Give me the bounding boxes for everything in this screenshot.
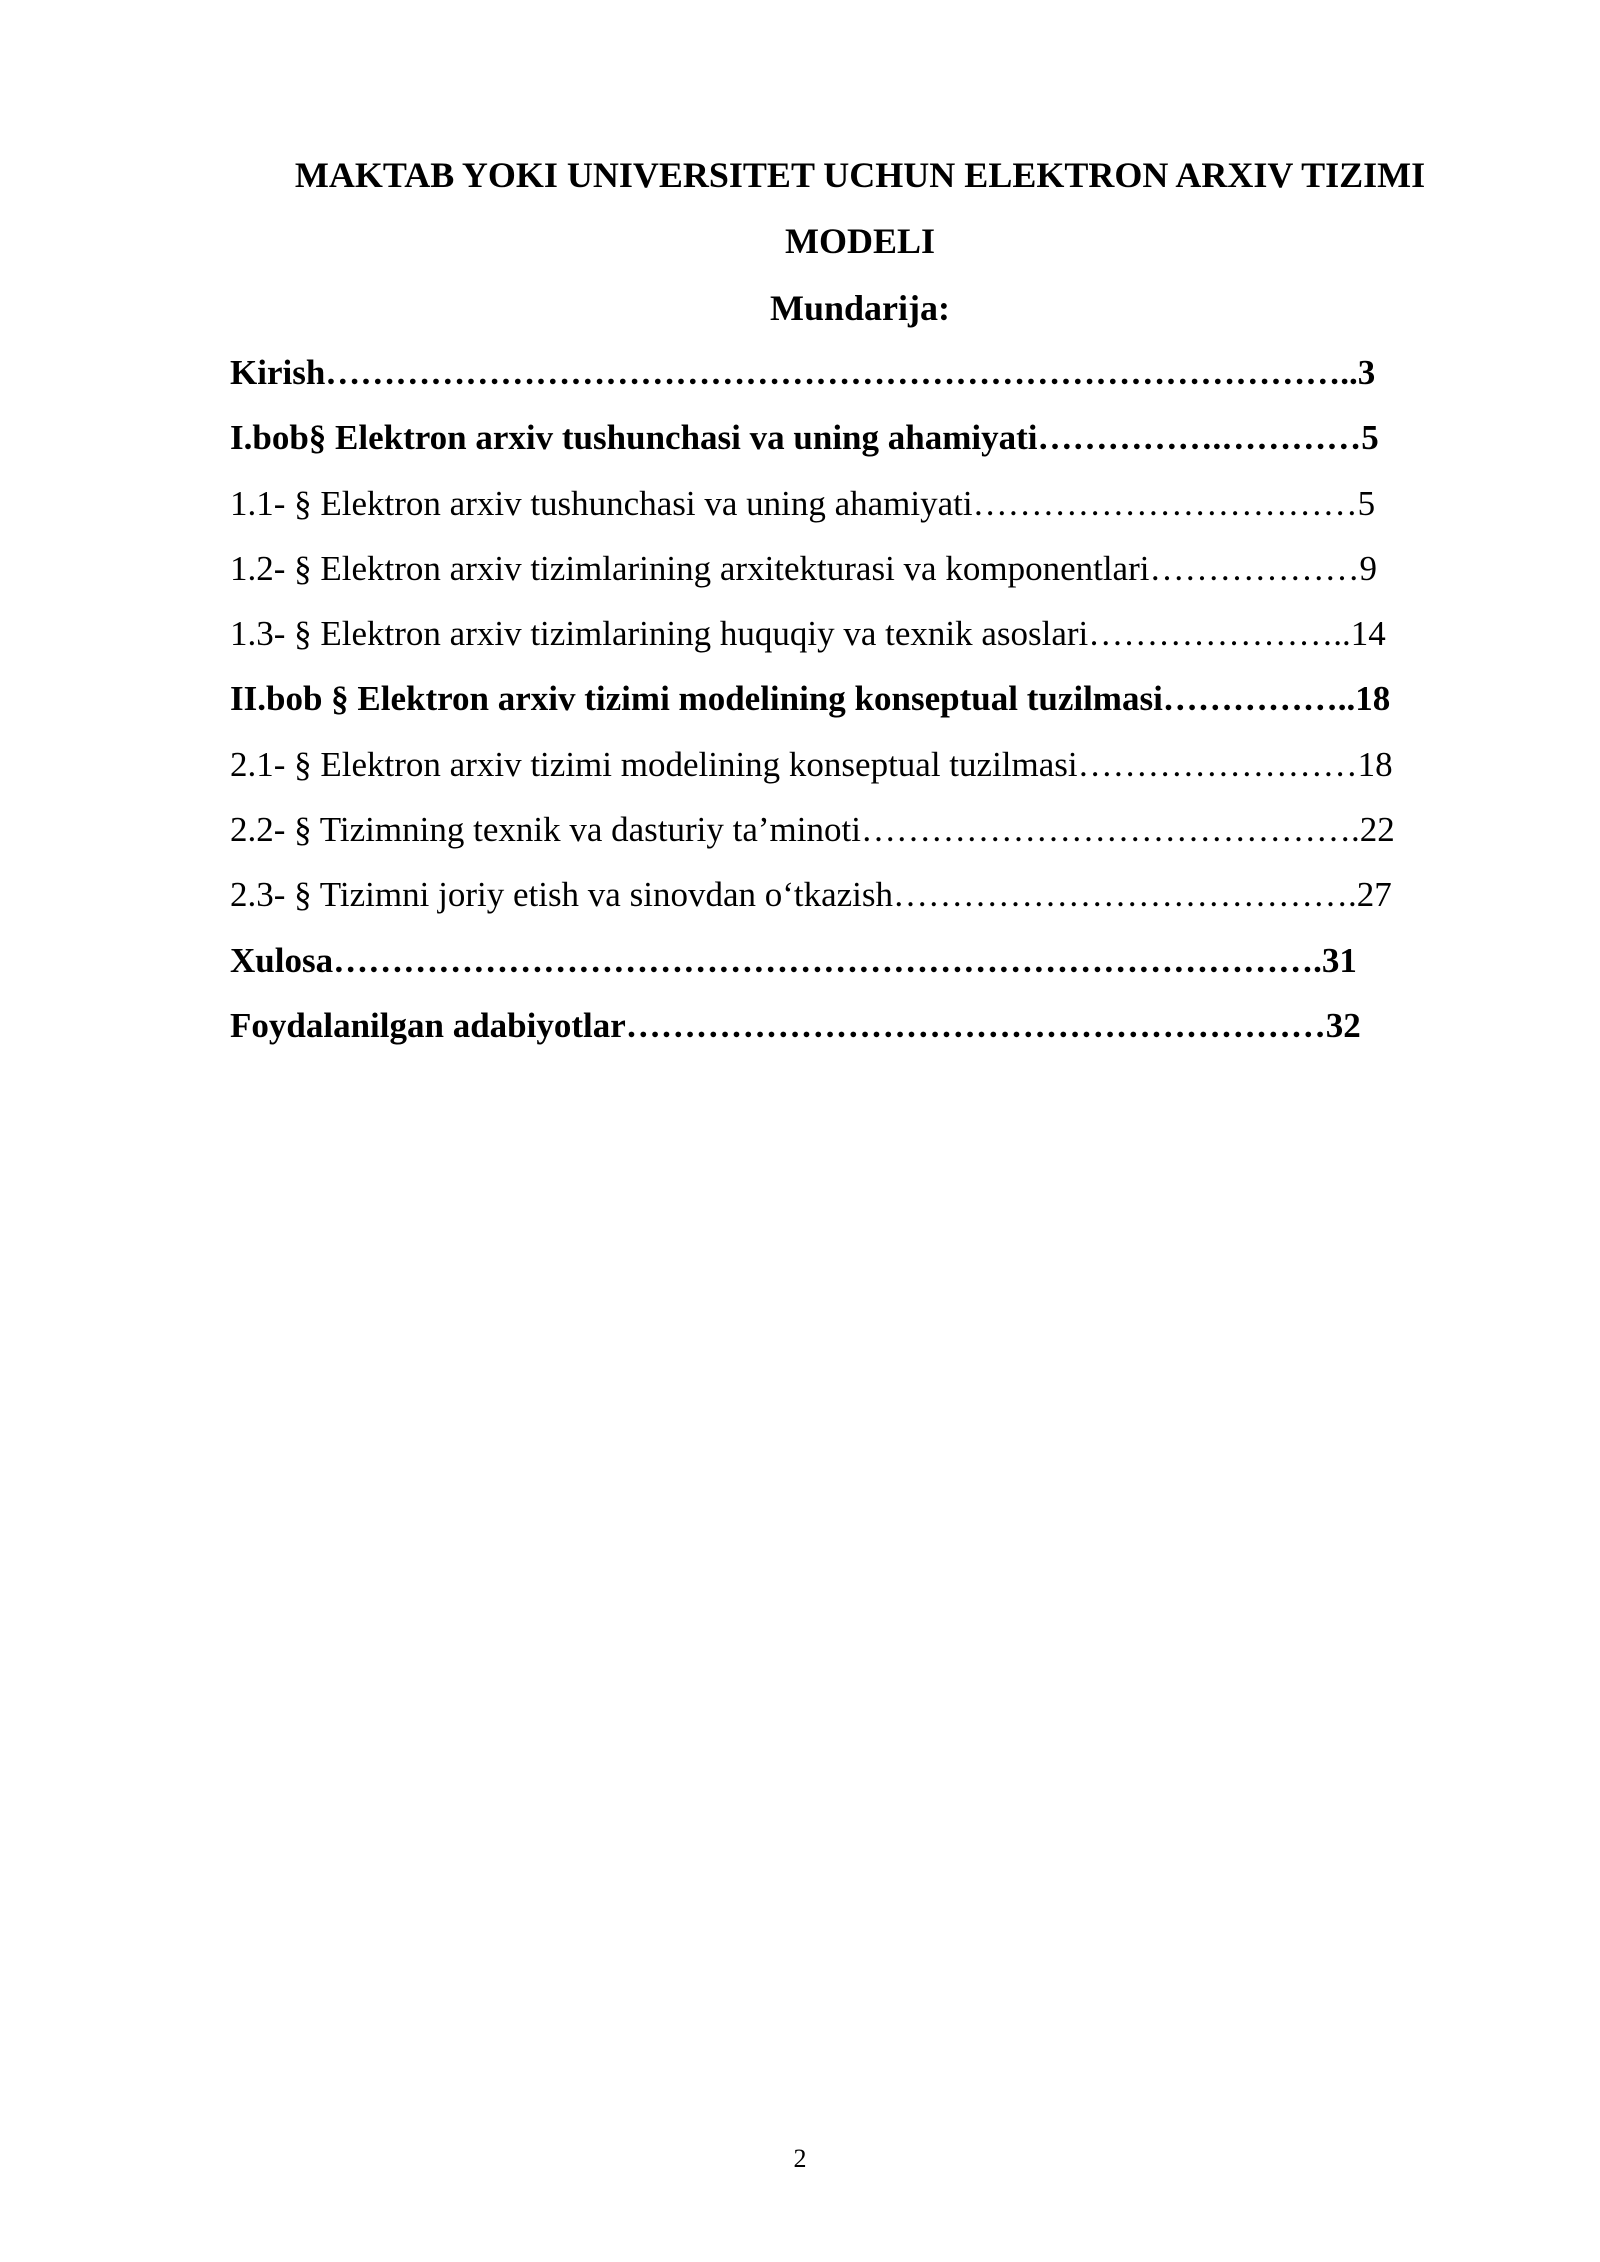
document-title-line-2: MODELI	[784, 221, 935, 261]
toc-entry-section-1-2: 1.2- § Elektron arxiv tizimlarining arxitekturasi va komponentlari………………9	[230, 548, 1377, 588]
page-number: 2	[793, 2144, 807, 2173]
toc-entry-section-2-1: 2.1- § Elektron arxiv tizimi modelining konseptual tuzilmasi……………………18	[230, 744, 1393, 784]
toc-entry-kirish: Kirish……………………………………………………………………………..3	[230, 353, 1376, 392]
toc-heading: Mundarija:	[770, 288, 950, 328]
toc-entry-section-1-3: 1.3- § Elektron arxiv tizimlarining huquqiy va texnik asoslari…………………..14	[230, 614, 1386, 654]
toc-entry-references: Foydalanilgan adabiyotlar……………………………………………………32	[230, 1005, 1361, 1045]
toc-entry-xulosa: Xulosa………………………………………………………………………….31	[230, 940, 1357, 980]
toc-entry-section-2-3: 2.3- § Tizimni joriy etish va sinovdan o‘tkazish………………………………….27	[230, 875, 1392, 915]
document-title-line-1: MAKTAB YOKI UNIVERSITET UCHUN ELEKTRON ARXIV TIZIMI	[294, 155, 1426, 195]
toc-entry-chapter-2: II.bob § Elektron arxiv tizimi modelining konseptual tuzilmasi……………..18	[230, 679, 1391, 719]
toc-entry-chapter-1: I.bob§ Elektron arxiv tushunchasi va uning ahamiyati…………….…………5	[230, 418, 1379, 458]
toc-entry-section-2-2: 2.2- § Tizimning texnik va dasturiy ta’minoti…………………………………….22	[230, 810, 1395, 850]
table-of-contents	[230, 340, 1530, 1058]
toc-entry-section-1-1: 1.1- § Elektron arxiv tushunchasi va uning ahamiyati……………………………5	[230, 483, 1376, 523]
